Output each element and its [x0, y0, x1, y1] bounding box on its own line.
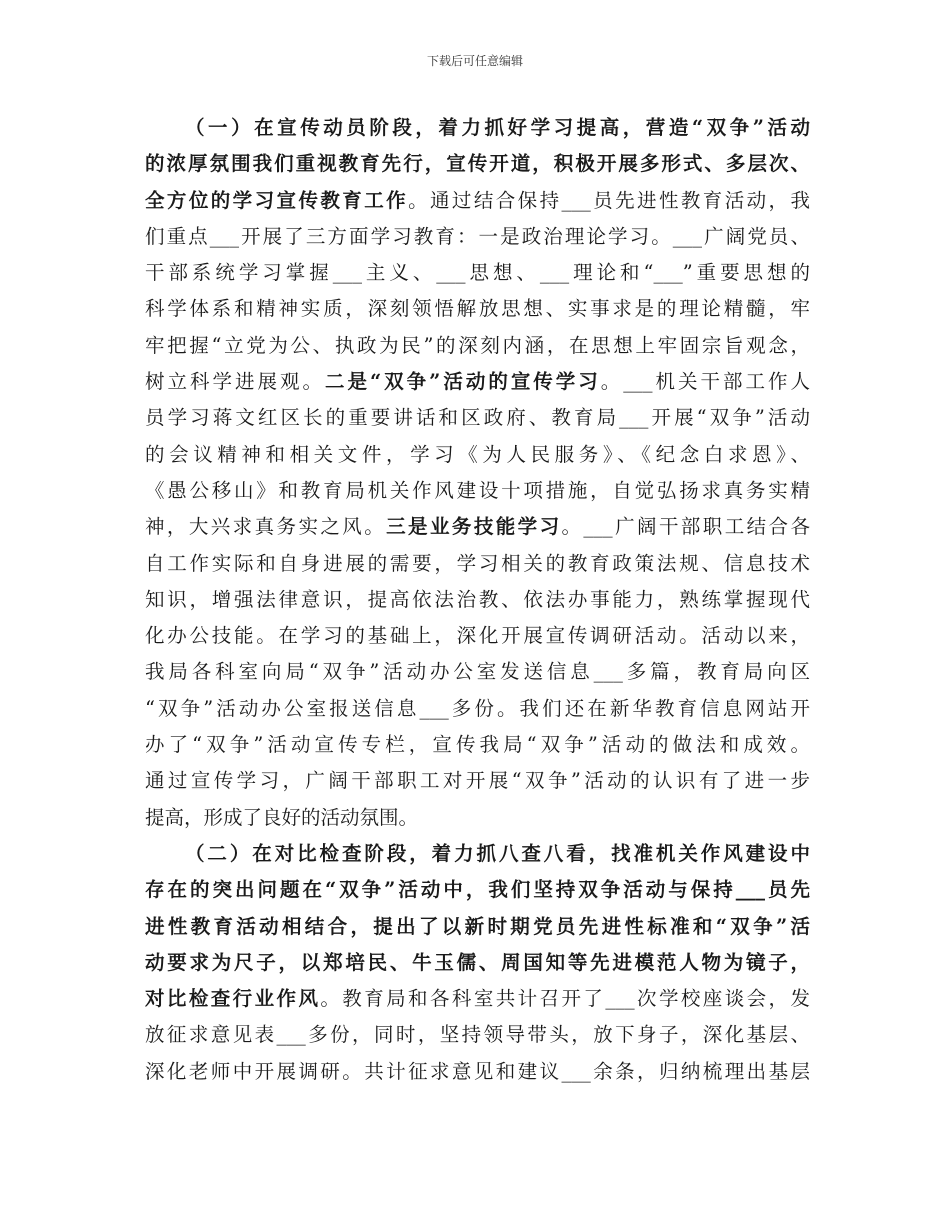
- text-line: [145, 654, 810, 690]
- text-line: [145, 836, 810, 872]
- bold-text-segment: 全方位的学习宣传教育工作: [145, 188, 409, 212]
- text-line: [145, 437, 810, 473]
- text-segment: 我局各科室向局“双争”活动办公室发送信息___多篇，教育局向区: [145, 660, 810, 684]
- text-segment: 放征求意见表___多份，同时，坚持领导带头，放下身子，深化基层、: [145, 1023, 810, 1047]
- text-line: [145, 1054, 810, 1090]
- text-line: [145, 509, 810, 545]
- text-line: [145, 110, 810, 146]
- text-segment: 通过宣传学习，广阔干部职工对开展“双争”活动的认识有了进一步: [145, 769, 810, 793]
- text-segment: 办了“双争”活动宣传专栏，宣传我局“双争”活动的做法和成效。: [145, 733, 810, 757]
- bold-text-segment: 对比检查行业作风: [145, 987, 321, 1011]
- text-segment: 。通过结合保持___员先进性教育活动，我: [408, 188, 810, 212]
- bold-text-segment: （二）在对比检查阶段，着力抓八查八看，找准机关作风建设中: [185, 841, 810, 865]
- text-segment: “双争”活动办公室报送信息___多份。我们还在新华教育信息网站开: [145, 696, 810, 720]
- text-line: [145, 945, 810, 981]
- text-line: [145, 872, 810, 908]
- text-line: [145, 763, 810, 799]
- text-segment: 科学体系和精神实质，深刻领悟解放思想、实事求是的理论精髓，牢: [145, 297, 810, 321]
- bold-text-segment: 进性教育活动相结合，提出了以新时期党员先进性标准和“双争”活: [145, 914, 810, 938]
- text-line: [145, 219, 810, 255]
- bold-text-segment: 存在的突出问题在“双争”活动中，我们坚持双争活动与保持___员先: [145, 878, 810, 902]
- bold-text-segment: 三是业务技能学习: [386, 515, 562, 539]
- document-body: [145, 110, 810, 1090]
- text-line: [145, 727, 810, 763]
- text-line: [145, 909, 810, 945]
- text-line: [145, 146, 810, 182]
- page-header: 下载后可任意编辑: [426, 54, 523, 68]
- text-segment: 干部系统学习掌握___主义、___思想、___理论和“___”重要思想的: [145, 261, 810, 285]
- text-line: [145, 364, 810, 400]
- text-line: [145, 546, 810, 582]
- text-line: [145, 183, 810, 219]
- text-line: [145, 582, 810, 618]
- text-segment: 。___广阔干部职工结合各: [561, 515, 810, 539]
- text-line: [145, 981, 810, 1017]
- text-segment: 神，大兴求真务实之风。: [145, 515, 387, 539]
- text-line: [145, 800, 810, 836]
- text-line: [145, 691, 810, 727]
- text-segment: 员学习蒋文红区长的重要讲话和区政府、教育局___开展“双争”活动: [145, 406, 810, 430]
- bold-text-segment: 动要求为尺子，以郑培民、牛玉儒、周国知等先进模范人物为镜子，: [145, 950, 810, 974]
- text-segment: 牢把握“立党为公、执政为民”的深刻内涵，在思想上牢固宗旨观念，: [145, 333, 810, 357]
- bold-text-segment: （一）在宣传动员阶段，着力抓好学习提高，营造“双争”活动: [185, 116, 810, 139]
- text-segment: 自工作实际和自身进展的需要，学习相关的教育政策法规、信息技术: [145, 551, 810, 575]
- bold-text-segment: 二是“双争”活动的宣传学习: [324, 370, 601, 394]
- text-line: [145, 328, 810, 364]
- text-segment: 深化老师中开展调研。共计征求意见和建议___余条，归纳梳理出基层: [145, 1059, 810, 1083]
- text-segment: 们重点___开展了三方面学习教育：一是政治理论学习。___广阔党员、: [145, 224, 810, 248]
- text-line: [145, 400, 810, 436]
- text-line: [145, 291, 810, 327]
- text-line: [145, 255, 810, 291]
- text-segment: 的会议精神和相关文件，学习《为人民服务》、《纪念白求恩》、: [145, 442, 810, 466]
- bold-text-segment: 的浓厚氛围我们重视教育先行，宣传开道，积极开展多形式、多层次、: [145, 152, 810, 176]
- text-segment: 。教育局和各科室共计召开了___次学校座谈会，发: [320, 987, 810, 1011]
- text-line: [145, 473, 810, 509]
- text-segment: 提高，形成了良好的活动氛围。: [145, 805, 419, 829]
- text-segment: 化办公技能。在学习的基础上，深化开展宣传调研活动。活动以来，: [145, 624, 810, 648]
- text-line: [145, 1017, 810, 1053]
- text-segment: 。___机关干部工作人: [600, 370, 810, 394]
- text-segment: 《愚公移山》和教育局机关作风建设十项措施，自觉弘扬求真务实精: [145, 478, 810, 502]
- text-line: [145, 618, 810, 654]
- text-segment: 知识，增强法律意识，提高依法治教、依法办事能力，熟练掌握现代: [145, 587, 810, 611]
- text-segment: 树立科学进展观。: [145, 370, 325, 394]
